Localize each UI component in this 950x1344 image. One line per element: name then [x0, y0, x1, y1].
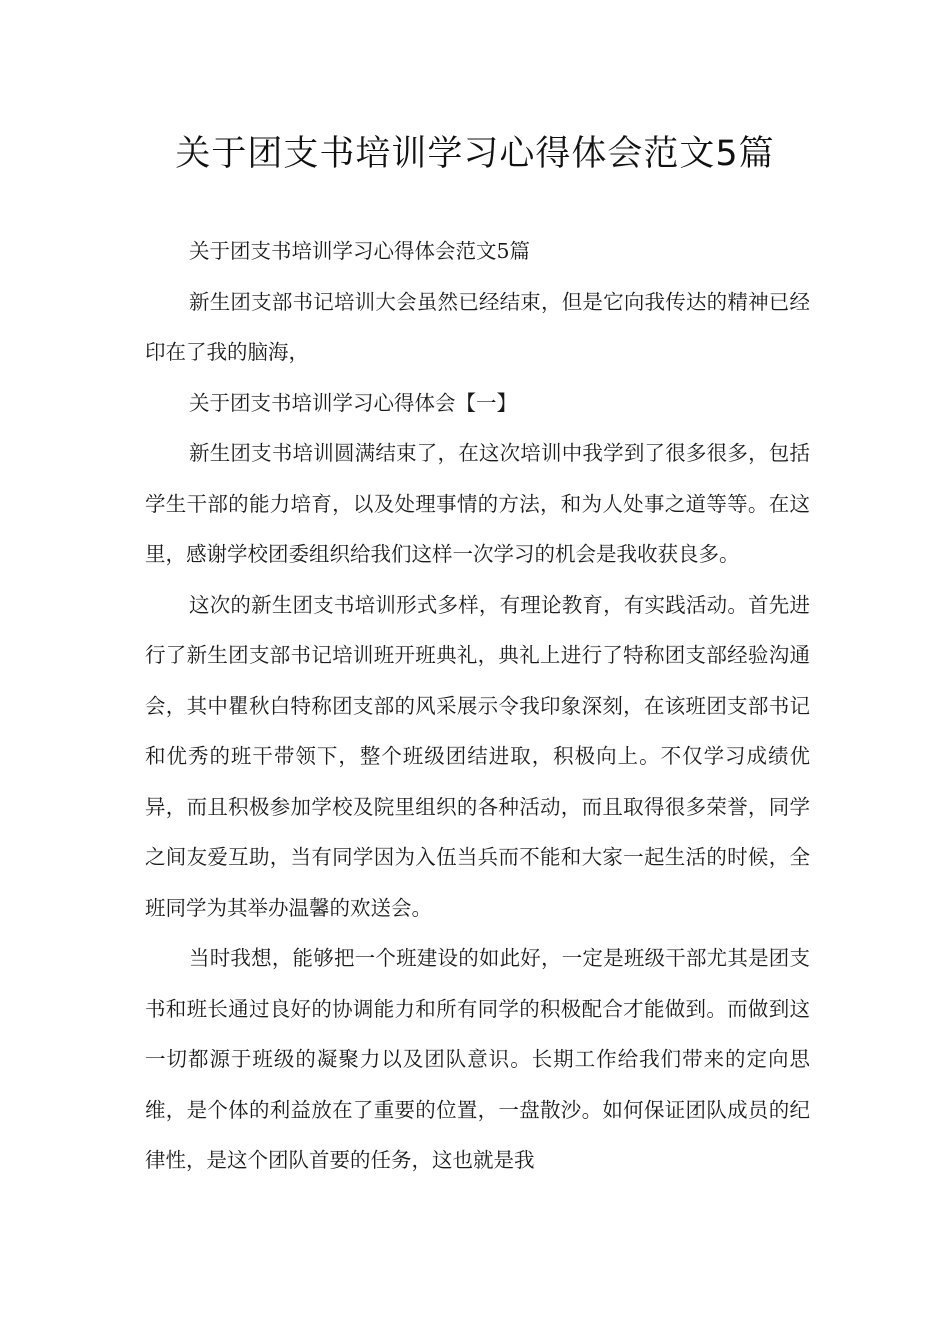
- document-body: [145, 226, 810, 1186]
- paragraph-subtitle: 关于团支书培训学习心得体会范文5篇: [189, 239, 531, 263]
- paragraph: 这次的新生团支书培训形式多样，有理论教育，有实践活动。首先进行了新生团支部书记培训班开班典礼，典礼上进行了特称团支部经验沟通会，其中瞿秋白特称团支部的风采展示令我印象深刻，在该班团支部书记和优秀的班干带领下，整个班级团结进取，积极向上。不仅学习成绩优异，而且积极参加学校及院里组织的各种活动，而且取得很多荣誉，同学之间友爱互助，当有同学因为入伍当兵而不能和大家一起生活的时候，全班同学为其举办温馨的欢送会。: [145, 592, 810, 920]
- section-heading-one: 关于团支书培训学习心得体会【一】: [189, 390, 517, 415]
- document-title: 关于团支书培训学习心得体会范文5篇: [175, 134, 775, 174]
- paragraph: 当时我想，能够把一个班建设的如此好，一定是班级干部尤其是团支书和班长通过良好的协调能力和所有同学的积极配合才能做到。而做到这一切都源于班级的凝聚力以及团队意识。长期工作给我们带来的定向思维，是个体的利益放在了重要的位置，一盘散沙。如何保证团队成员的纪律性，是这个团队首要的任务，这也就是我: [145, 946, 810, 1172]
- paragraph-intro: 新生团支部书记培训大会虽然已经结束，但是它向我传达的精神已经印在了我的脑海，: [145, 289, 810, 364]
- paragraph: 新生团支书培训圆满结束了，在这次培训中我学到了很多很多，包括学生干部的能力培育，以及处理事情的方法，和为人处事之道等等。在这里，感谢学校团委组织给我们这样一次学习的机会是我收获良多。: [145, 441, 810, 566]
